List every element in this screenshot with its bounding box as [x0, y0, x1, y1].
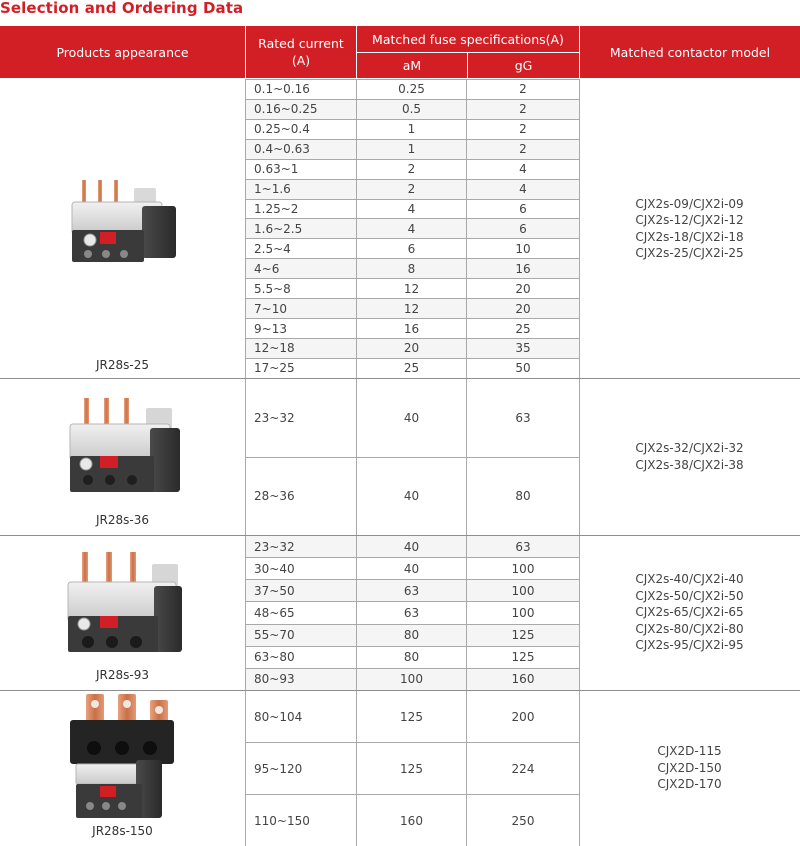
gg-cell: 2	[467, 80, 580, 100]
table-row	[246, 743, 580, 795]
table-row	[246, 691, 580, 743]
header-am	[357, 53, 467, 78]
am-cell: 40	[357, 379, 467, 458]
rated-current-cell: 23~32	[246, 536, 357, 558]
gg-cell: 200	[467, 691, 580, 743]
rated-current-cell: 80~104	[246, 691, 357, 743]
header-contactor	[580, 26, 800, 78]
am-cell: 125	[357, 691, 467, 743]
column-divider	[579, 690, 580, 846]
gg-cell: 4	[467, 179, 580, 199]
gg-cell: 100	[467, 602, 580, 624]
gg-cell: 50	[467, 358, 580, 378]
gg-cell: 2	[467, 119, 580, 139]
table-row	[246, 299, 580, 319]
rated-current-cell: 7~10	[246, 299, 357, 319]
gg-cell: 25	[467, 319, 580, 339]
rated-current-cell: 110~150	[246, 795, 357, 846]
header-fuse-spec	[357, 26, 579, 52]
contactor-model: CJX2s-18/CJX2i-18	[635, 229, 744, 244]
rated-current-cell: 0.4~0.63	[246, 139, 357, 159]
contactor-model: CJX2s-65/CJX2i-65	[635, 605, 744, 620]
gg-cell: 160	[467, 668, 580, 690]
gg-cell: 20	[467, 299, 580, 319]
table-row	[246, 602, 580, 624]
rated-current-cell: 23~32	[246, 379, 357, 458]
header-gg	[468, 53, 579, 78]
rated-current-cell: 5.5~8	[246, 279, 357, 299]
column-divider	[245, 79, 246, 378]
contactor-model: CJX2s-12/CJX2i-12	[635, 213, 744, 227]
am-cell: 25	[357, 358, 467, 378]
rated-current-cell: 0.1~0.16	[246, 80, 357, 100]
am-cell: 2	[357, 159, 467, 179]
rated-current-cell: 0.16~0.25	[246, 99, 357, 119]
gg-cell: 6	[467, 199, 580, 219]
header-rated-current-label: Rated current (A)	[258, 36, 344, 68]
table-row	[246, 119, 580, 139]
table-row	[246, 536, 580, 558]
am-cell: 100	[357, 668, 467, 690]
am-cell: 63	[357, 580, 467, 602]
group-divider	[0, 690, 800, 691]
gg-cell: 63	[467, 536, 580, 558]
group-divider	[0, 535, 800, 536]
contactor-model: CJX2s-38/CJX2i-38	[635, 457, 744, 472]
gg-cell: 2	[467, 139, 580, 159]
table-row	[246, 319, 580, 339]
contactor-model: CJX2D-150	[657, 760, 722, 775]
gg-cell: 63	[467, 379, 580, 458]
table-row	[246, 624, 580, 646]
gg-cell: 35	[467, 338, 580, 358]
rated-current-cell: 9~13	[246, 319, 357, 339]
spec-table-group-2	[245, 378, 580, 536]
am-cell: 125	[357, 743, 467, 795]
gg-cell: 16	[467, 259, 580, 279]
table-row	[246, 239, 580, 259]
rated-current-cell: 55~70	[246, 624, 357, 646]
rated-current-cell: 30~40	[246, 558, 357, 580]
am-cell: 8	[357, 259, 467, 279]
table-row	[246, 558, 580, 580]
column-divider	[579, 79, 580, 378]
contactor-model: CJX2s-80/CJX2i-80	[635, 621, 744, 636]
column-divider	[579, 535, 580, 690]
contactor-model: CJX2s-95/CJX2i-95	[635, 638, 744, 653]
am-cell: 1	[357, 139, 467, 159]
am-cell: 40	[357, 558, 467, 580]
gg-cell: 224	[467, 743, 580, 795]
gg-cell: 80	[467, 457, 580, 536]
relay-jr28s-36-image	[70, 398, 180, 492]
am-cell: 80	[357, 624, 467, 646]
column-divider	[245, 378, 246, 535]
am-cell: 160	[357, 795, 467, 846]
table-row	[246, 259, 580, 279]
table-row	[246, 379, 580, 458]
spec-table-group-1	[245, 79, 580, 379]
product-model-label: JR28s-150	[92, 824, 153, 838]
gg-cell: 6	[467, 219, 580, 239]
contactor-model-list	[579, 535, 800, 690]
relay-jr28s-93-image	[68, 552, 182, 652]
product-model-label: JR28s-93	[96, 668, 149, 682]
gg-cell: 125	[467, 624, 580, 646]
table-row	[246, 159, 580, 179]
table-row	[246, 338, 580, 358]
am-cell: 4	[357, 199, 467, 219]
am-cell: 80	[357, 646, 467, 668]
table-row	[246, 99, 580, 119]
am-cell: 40	[357, 457, 467, 536]
am-cell: 6	[357, 239, 467, 259]
product-model-label: JR28s-25	[96, 358, 149, 372]
contactor-model: CJX2s-50/CJX2i-50	[635, 588, 744, 603]
am-cell: 16	[357, 319, 467, 339]
column-divider	[245, 690, 246, 846]
header-fuse-spec-label: Matched fuse specifications(A)	[372, 31, 564, 47]
rated-current-cell: 1.25~2	[246, 199, 357, 219]
table-row	[246, 580, 580, 602]
header-products-appearance-label: Products appearance	[56, 44, 189, 60]
contactor-model: CJX2s-09/CJX2i-09	[635, 196, 744, 211]
contactor-model: CJX2s-32/CJX2i-32	[635, 441, 744, 455]
am-cell: 40	[357, 536, 467, 558]
rated-current-cell: 17~25	[246, 358, 357, 378]
gg-cell: 10	[467, 239, 580, 259]
column-divider	[245, 535, 246, 690]
am-cell: 12	[357, 299, 467, 319]
column-divider	[579, 378, 580, 535]
table-row	[246, 457, 580, 536]
gg-cell: 4	[467, 159, 580, 179]
contactor-model-list	[579, 378, 800, 535]
contactor-model: CJX2s-40/CJX2i-40	[635, 572, 744, 587]
table-row	[246, 646, 580, 668]
am-cell: 20	[357, 338, 467, 358]
am-cell: 2	[357, 179, 467, 199]
table-row	[246, 139, 580, 159]
gg-cell: 125	[467, 646, 580, 668]
rated-current-cell: 80~93	[246, 668, 357, 690]
table-row	[246, 80, 580, 100]
rated-current-cell: 0.25~0.4	[246, 119, 357, 139]
am-cell: 12	[357, 279, 467, 299]
am-cell: 0.25	[357, 80, 467, 100]
contactor-model: CJX2D-170	[657, 777, 722, 792]
group-divider	[0, 378, 800, 379]
rated-current-cell: 2.5~4	[246, 239, 357, 259]
gg-cell: 100	[467, 558, 580, 580]
am-cell: 4	[357, 219, 467, 239]
am-cell: 63	[357, 602, 467, 624]
relay-jr28s-150-image	[70, 694, 174, 818]
spec-table-group-3	[245, 535, 580, 691]
rated-current-cell: 48~65	[246, 602, 357, 624]
relay-jr28s-25-image	[72, 180, 176, 262]
product-model-label: JR28s-36	[96, 513, 149, 527]
header-gg-label: gG	[514, 58, 533, 73]
contactor-model-list	[579, 690, 800, 846]
am-cell: 0.5	[357, 99, 467, 119]
header-contactor-label: Matched contactor model	[609, 44, 771, 60]
gg-cell: 100	[467, 580, 580, 602]
am-cell: 1	[357, 119, 467, 139]
rated-current-cell: 28~36	[246, 457, 357, 536]
header-am-label: aM	[402, 58, 422, 73]
rated-current-cell: 95~120	[246, 743, 357, 795]
contactor-model: CJX2D-115	[657, 744, 722, 759]
table-row	[246, 279, 580, 299]
rated-current-cell: 63~80	[246, 646, 357, 668]
contactor-model: CJX2s-25/CJX2i-25	[635, 246, 744, 260]
table-row	[246, 795, 580, 846]
rated-current-cell: 1.6~2.5	[246, 219, 357, 239]
contactor-model-list	[579, 79, 800, 378]
page-title: Selection and Ordering Data	[0, 0, 244, 17]
gg-cell: 20	[467, 279, 580, 299]
header-rated-current	[246, 26, 356, 78]
table-row	[246, 358, 580, 378]
rated-current-cell: 37~50	[246, 580, 357, 602]
gg-cell: 250	[467, 795, 580, 846]
table-row	[246, 668, 580, 690]
table-row	[246, 219, 580, 239]
product-illustrations	[0, 0, 245, 846]
rated-current-cell: 4~6	[246, 259, 357, 279]
table-row	[246, 199, 580, 219]
spec-table-group-4	[245, 690, 580, 846]
table-row	[246, 179, 580, 199]
rated-current-cell: 1~1.6	[246, 179, 357, 199]
rated-current-cell: 0.63~1	[246, 159, 357, 179]
gg-cell: 2	[467, 99, 580, 119]
rated-current-cell: 12~18	[246, 338, 357, 358]
